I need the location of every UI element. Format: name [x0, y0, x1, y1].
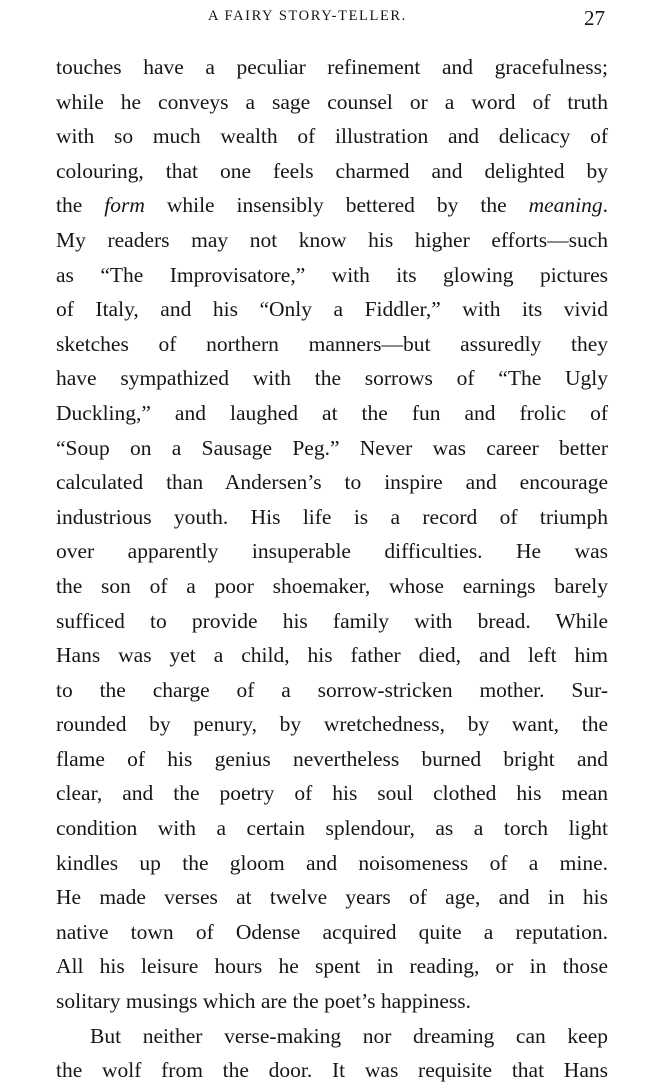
text-line: colouring, that one feels charmed and delighted by	[56, 158, 608, 183]
text-line: with so much wealth of illustration and delicacy of	[56, 124, 608, 149]
body-text	[56, 50, 608, 1088]
text-line: while he conveys a sage counsel or a word of truth	[56, 89, 608, 114]
text-line: All his leisure hours he spent in reading, or in those	[56, 954, 608, 979]
text-line: touches have a peculiar refinement and gracefulness;	[56, 55, 608, 79]
text-line: rounded by penury, by wretchedness, by want, the	[56, 712, 608, 737]
text-line: But neither verse-making nor dreaming can keep	[90, 1023, 608, 1048]
running-title: A FAIRY STORY-TELLER.	[208, 8, 407, 24]
text-line: kindles up the gloom and noisomeness of a mine.	[56, 850, 608, 875]
italic-word: form	[104, 193, 145, 218]
text-line: industrious youth. His life is a record of triumph	[56, 504, 608, 529]
text-line: sufficed to provide his family with bread. While	[56, 608, 608, 633]
text-line: the form while insensibly bettered by the meaning.	[56, 193, 608, 218]
text-line: to the charge of a sorrow-stricken mother. Sur-	[56, 677, 608, 702]
text-line: Duckling,” and laughed at the fun and frolic of	[56, 400, 608, 425]
text-line: sketches of northern manners—but assuredly they	[56, 331, 608, 356]
running-head	[0, 6, 659, 36]
text-line: flame of his genius nevertheless burned bright and	[56, 746, 608, 771]
text-line: clear, and the poetry of his soul clothed his mean	[56, 781, 608, 806]
text-line: native town of Odense acquired quite a reputation.	[56, 919, 608, 944]
italic-word: meaning	[528, 193, 603, 218]
text-line: the wolf from the door. It was requisite that Hans	[56, 1058, 608, 1083]
text-line: solitary musings which are the poet’s happiness.	[56, 989, 471, 1014]
text-line: “Soup on a Sausage Peg.” Never was career better	[56, 435, 608, 460]
text-line: Hans was yet a child, his father died, and left him	[56, 643, 608, 668]
text-line: He made verses at twelve years of age, and in his	[56, 885, 608, 910]
text-line: My readers may not know his higher efforts—such	[56, 227, 608, 252]
text-line: of Italy, and his “Only a Fiddler,” with its vivid	[56, 297, 608, 322]
text-line: the son of a poor shoemaker, whose earnings barely	[56, 573, 608, 598]
text-line: calculated than Andersen’s to inspire and encourage	[56, 470, 608, 495]
page-number: 27	[584, 6, 605, 30]
text-line: condition with a certain splendour, as a torch light	[56, 816, 608, 841]
text-line: as “The Improvisatore,” with its glowing pictures	[56, 262, 608, 287]
text-line: over apparently insuperable difficulties. He was	[56, 539, 608, 564]
text-line: have sympathized with the sorrows of “The Ugly	[56, 366, 608, 391]
